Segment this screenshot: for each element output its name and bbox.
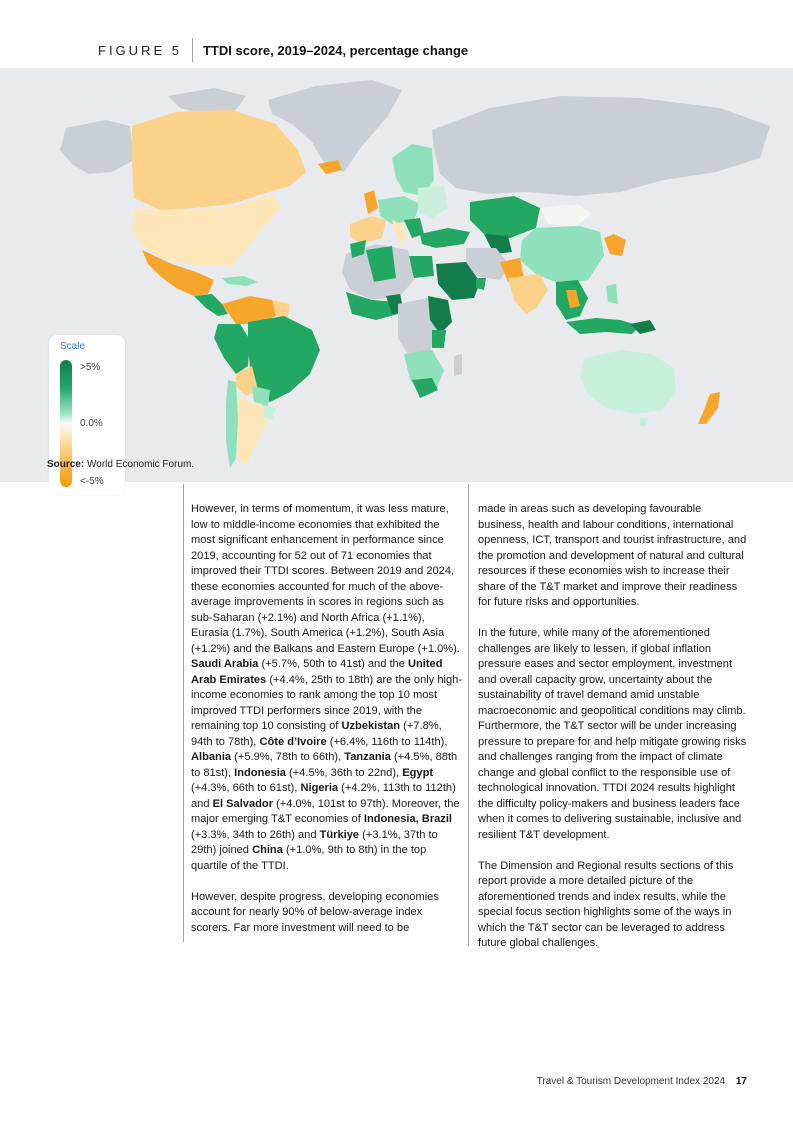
text-run: (+5.7%, 50th to 41st) and the	[258, 658, 408, 670]
map-panel	[0, 68, 793, 487]
text-run: (+7.8%, 94th to 78th),	[191, 720, 442, 748]
map-region-italy	[392, 220, 406, 242]
country-name: United Arab Emirates	[191, 658, 443, 686]
text-run: (+3.1%, 37th to 29th) joined	[191, 828, 438, 856]
map-region-india	[508, 274, 548, 314]
map-region-arctic-islands	[168, 88, 246, 114]
country-name: Türkiye	[319, 828, 360, 841]
text-run: (+4.5%, 36th to 22nd),	[285, 766, 403, 779]
map-region-turkiye	[420, 228, 470, 248]
map-region-australia	[580, 350, 676, 414]
legend-mid-label: 0.0%	[80, 418, 103, 429]
text-run: (+3.3%, 34th to 26th) and	[191, 828, 320, 841]
map-region-tanzania	[432, 330, 446, 348]
source-text: World Economic Forum.	[87, 459, 195, 470]
text-run: (+5.9%, 78th to 66th),	[231, 751, 345, 763]
left-paragraph-1	[191, 502, 463, 874]
text-run: (+4.2%, 113th to 112th) and	[191, 782, 456, 810]
country-name: Uzbekistan	[341, 720, 401, 732]
right-paragraph-3: The Dimension and Regional results sections of this report provide a more detailed picture of the aforementioned trends and index results, while the special focus section highlights some of the ways in which the T&T sector can be leveraged to address future global challenges.	[478, 859, 734, 949]
country-name: Côte d’Ivoire	[259, 735, 327, 748]
map-region-canada	[132, 110, 306, 210]
map-region-peru	[214, 324, 250, 374]
map-region-uk	[364, 190, 378, 214]
legend-min-label: <-5%	[80, 476, 104, 487]
map-region-new-zealand	[698, 392, 720, 424]
figure-label: FIGURE 5	[98, 42, 182, 58]
text-run: (+1.0%, 9th to 8th) in the top quartile of the TTDI.	[191, 844, 427, 872]
text-run: (+4.4%, 25th to 18th) are the only high-income economies to rank among the top 10 most improved TTDI performers since 2019, with the remaining top 10 consisting of	[191, 673, 463, 732]
map-region-kazakhstan	[470, 196, 540, 238]
map-region-eastern-europe	[418, 186, 448, 218]
figure-title: TTDI score, 2019–2024, percentage change	[202, 42, 469, 58]
map-region-indonesia	[566, 318, 640, 334]
right-column-rule	[468, 484, 469, 946]
country-name: Indonesia	[234, 766, 286, 779]
map-region-chile	[226, 380, 238, 468]
map-region-russia	[432, 96, 770, 196]
text-run: (+4.5%, 88th to 81st),	[191, 751, 458, 779]
text-run: (+4.0%, 101st to 97th). Moreover, the major emerging T&T economies of	[191, 797, 460, 825]
country-name: Indonesia, Brazil	[363, 813, 453, 825]
text-run: (+4.3%, 66th to 61st),	[191, 782, 301, 794]
map-region-mongolia	[540, 204, 592, 226]
page-footer	[537, 1076, 747, 1087]
country-name: Egypt	[402, 766, 434, 779]
source-label: Source:	[47, 459, 85, 470]
map-region-argentina	[238, 398, 268, 464]
map-region-madagascar	[454, 354, 462, 376]
country-name: Tanzania	[344, 751, 391, 763]
map-region-caribbean	[222, 276, 258, 286]
map-legend	[49, 335, 125, 495]
legend-title: Scale	[60, 341, 86, 352]
map-region-uruguay	[264, 406, 276, 420]
map-region-uae	[476, 278, 486, 290]
country-name: China	[252, 844, 283, 856]
right-paragraph-2: In the future, while many of the aforementioned challenges are likely to lessen, if global inflation pressure eases and sector employment, investment and overall capacity grow, uncertainty about the sustainability of travel demand amid unstable macroeconomic and geopolitical conditions may climb. Furthermore, the T&T sector will be under increasing pressure to prepare for and help mitigate growing risks and challenges ranging from the impact of climate change and global conflict to the responsible use of technological innovation. TTDI 2024 results highlight the difficulty policy-makers and business leaders face when it comes to delivering sustainable, inclusive and resilient T&T development.	[478, 627, 747, 841]
text-run: (+6.4%, 116th to 114th),	[326, 735, 448, 748]
left-column-rule	[183, 484, 184, 942]
map-region-tasmania	[640, 418, 648, 426]
text-run: However, in terms of momentum, it was less mature, low to middle-income economies that exhibited the most significant enhancement in performance since 2019, accounting for 52 out of 71 economies that improved their TTDI scores. Between 2019 and 2024, these economies accounted for much of the above-average improvements in scores in regions such as sub-Saharan (+2.1%) and North Africa (+1.1%), Eurasia (1.7%), South America (+1.2%), South Asia (+1.2%) and the Balkans and Eastern Europe (+1.0%).	[191, 503, 460, 655]
map-region-korea-japan	[604, 234, 626, 256]
map-region-philippines	[606, 284, 618, 304]
country-name: El Salvador	[212, 797, 274, 810]
left-column	[191, 502, 463, 952]
footer-title: Travel & Tourism Development Index 2024	[536, 1076, 726, 1087]
right-paragraph-1: made in areas such as developing favourable business, health and labour conditions, international openness, ICT, transport and tourist infrastructure, and the promotion and development of natural and cultural resources if these economies wish to increase their share of the T&T market and improve their readiness for future risks and opportunities.	[478, 503, 747, 608]
left-paragraph-2: However, despite progress, developing economies account for nearly 90% of below-average index scorers. Far more investment will need to be	[191, 890, 439, 934]
map-region-france-iberia	[350, 216, 386, 244]
country-name: Albania	[191, 751, 232, 763]
country-name: Saudi Arabia	[191, 658, 259, 670]
right-column	[478, 502, 750, 967]
page-number: 17	[735, 1076, 747, 1087]
map-region-alaska	[60, 120, 134, 174]
source-note	[47, 459, 194, 470]
figure-separator	[192, 38, 193, 62]
country-name: Nigeria	[300, 782, 339, 794]
map-region-iceland	[318, 160, 342, 174]
legend-max-label: >5%	[80, 362, 101, 373]
figure-header	[98, 40, 468, 60]
